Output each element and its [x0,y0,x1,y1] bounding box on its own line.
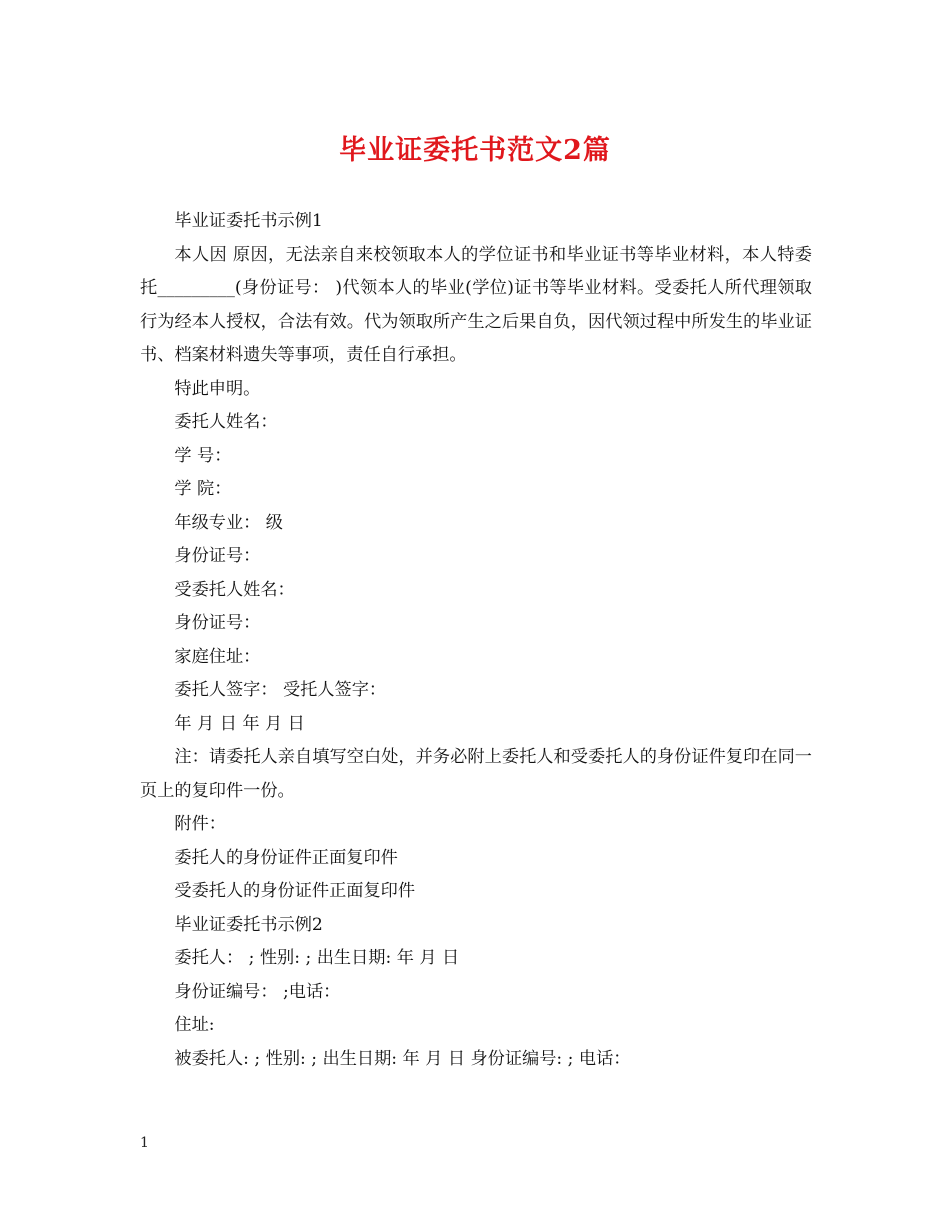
page-number: 1 [140,1135,149,1151]
section-heading-example-1: 毕业证委托书示例1 [174,211,323,231]
field-agent-id: 身份证号： [174,613,261,633]
attachments-heading: 附件： [174,814,226,834]
document-title: 毕业证委托书范文2篇 [339,135,611,166]
field-address: 住址: [174,1015,215,1035]
field-principal-name: 委托人姓名： [174,412,278,432]
field-home-address: 家庭住址： [174,646,261,667]
field-agent-name: 受委托人姓名： [174,579,295,600]
field-principal-id: 身份证号： [174,546,261,566]
attachment-item: 委托人的身份证件正面复印件 [174,847,398,868]
field-college: 学 院： [174,479,232,499]
section-heading-example-2: 毕业证委托书示例2 [174,914,323,935]
field-signatures: 委托人签字： 受托人签字： [174,680,387,700]
field-dates: 年 月 日 年 月 日 [174,713,305,734]
field-student-number: 学 号： [174,445,232,466]
field-id-phone: 身份证编号： ;电话： [174,981,341,1002]
field-principal-info: 委托人： ; 性别: ; 出生日期: 年 月 日 [174,948,460,968]
note-paragraph: 注：请委托人亲自填写空白处，并务必附上委托人和受委托人的身份证件复印在同一页上的复印件一份。 [140,747,812,801]
body-paragraph-authorization: 本人因 原因，无法亲自来校领取本人的学位证书和毕业证书等毕业材料，本人特委托_________(身份证号： )代领本人的毕业(学位)证书等毕业材料。受委托人所代理领取行为经本人授权，合法有效。代为领取所产生之后果自负，因代领过程中所发生的毕业证书、档案材料遗失等事项，责任自行承担。 [140,244,812,365]
declaration-line: 特此申明。 [174,378,261,399]
field-agent-info: 被委托人: ; 性别: ; 出生日期: 年 月 日 身份证编号: ; 电话： [174,1048,631,1069]
attachment-item: 受委托人的身份证件正面复印件 [174,881,416,901]
document-body [140,205,812,1076]
field-grade-major: 年级专业： 级 [174,512,283,533]
